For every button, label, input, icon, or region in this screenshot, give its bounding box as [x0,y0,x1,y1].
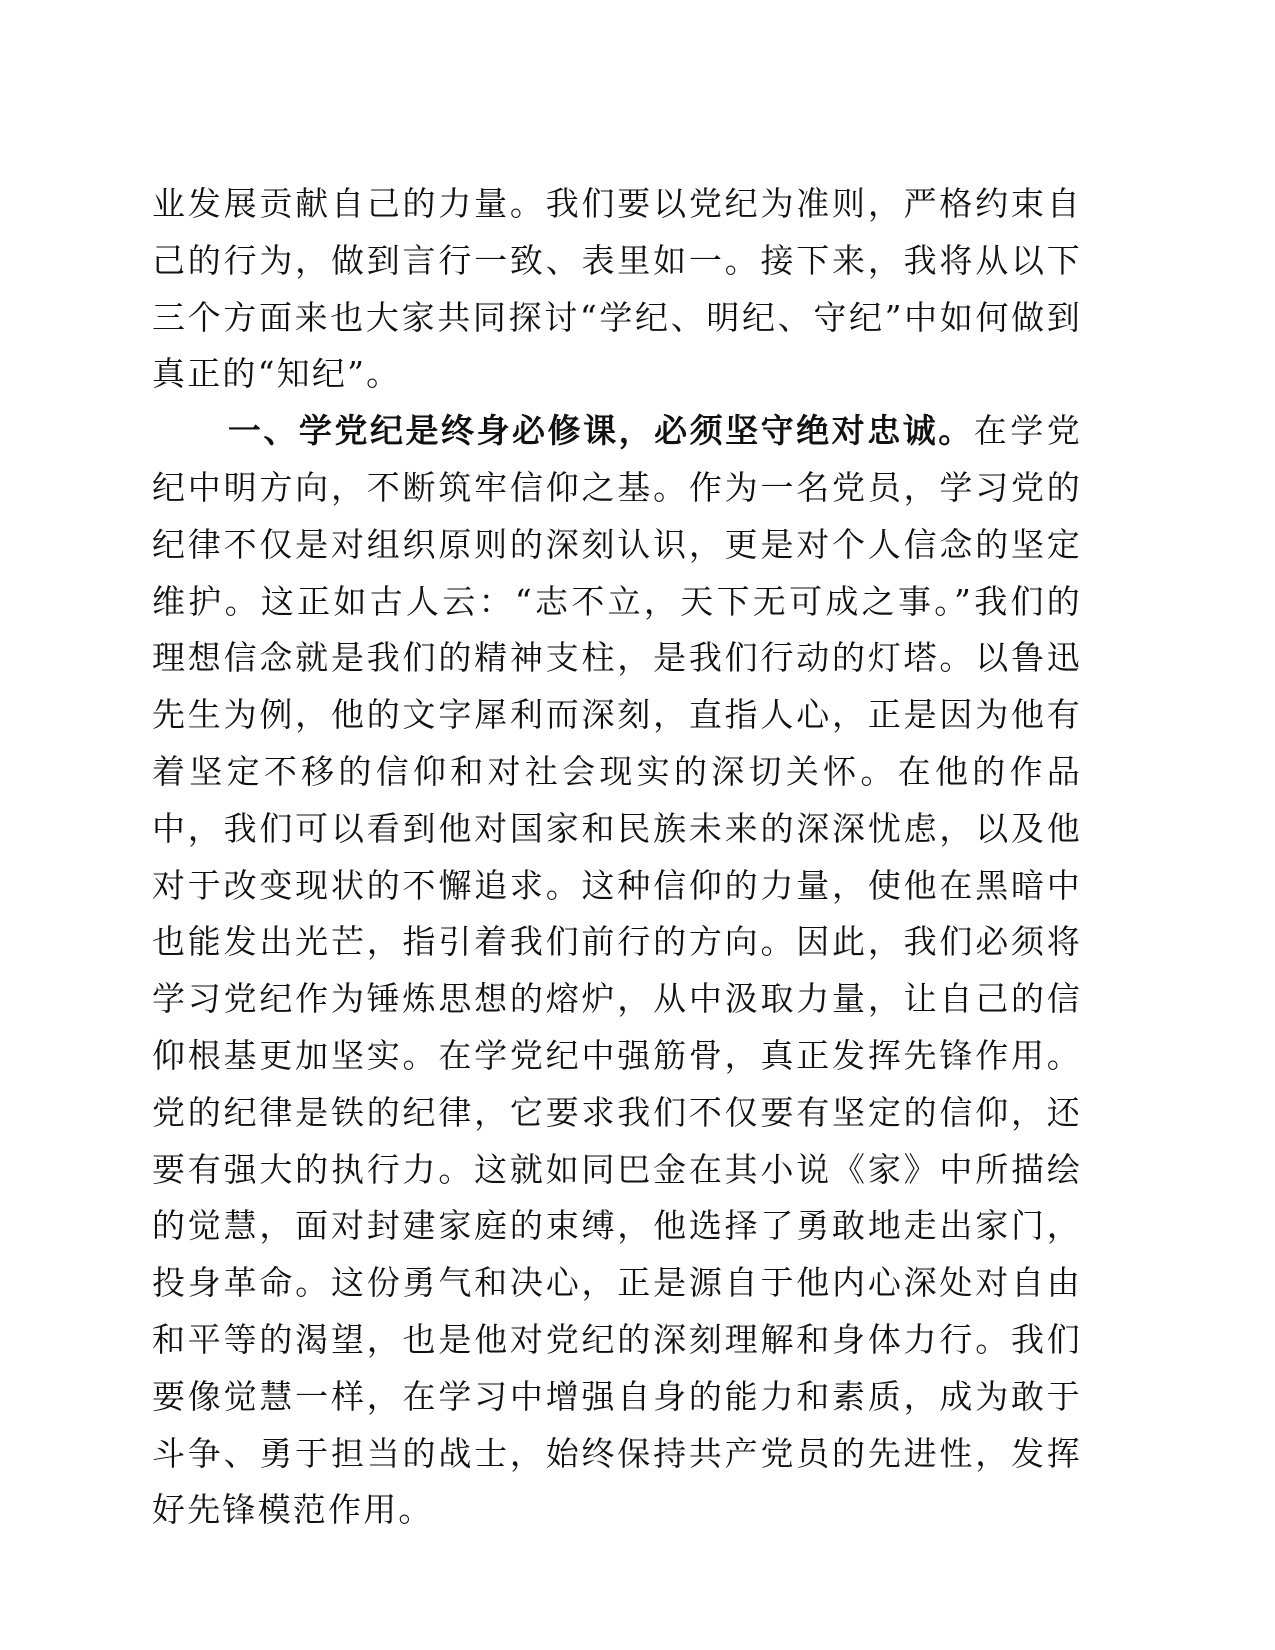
section-heading: 一、学党纪是终身必修课，必须坚守绝对忠诚。 [227,411,974,451]
document-body [152,176,1082,1539]
paragraph-continuation: 业发展贡献自己的力量。我们要以党纪为准则，严格约束自己的行为，做到言行一致、表里如一。接下来，我将从以下三个方面来也大家共同探讨“学纪、明纪、守纪”中如何做到真正的“知纪”。 [152,184,1082,394]
section-paragraph [152,403,1082,1539]
section-body-text: 在学党纪中明方向，不断筑牢信仰之基。作为一名党员，学习党的纪律不仅是对组织原则的深刻认识，更是对个人信念的坚定维护。这正如古人云：“志不立，天下无可成之事。”我们的理想信念就是我们的精神支柱，是我们行动的灯塔。以鲁迅先生为例，他的文字犀利而深刻，直指人心，正是因为他有着坚定不移的信仰和对社会现实的深切关怀。在他的作品中，我们可以看到他对国家和民族未来的深深忧虑，以及他对于改变现状的不懈追求。这种信仰的力量，使他在黑暗中也能发出光芒，指引着我们前行的方向。因此，我们必须将学习党纪作为锤炼思想的熔炉，从中汲取力量，让自己的信仰根基更加坚实。在学党纪中强筋骨，真正发挥先锋作用。党的纪律是铁的纪律，它要求我们不仅要有坚定的信仰，还要有强大的执行力。这就如同巴金在其小说《家》中所描绘的觉慧，面对封建家庭的束缚，他选择了勇敢地走出家门，投身革命。这份勇气和决心，正是源自于他内心深处对自由和平等的渴望，也是他对党纪的深刻理解和身体力行。我们要像觉慧一样，在学习中增强自身的能力和素质，成为敢于斗争、勇于担当的战士，始终保持共产党员的先进性，发挥好先锋模范作用。 [152,411,1083,1530]
